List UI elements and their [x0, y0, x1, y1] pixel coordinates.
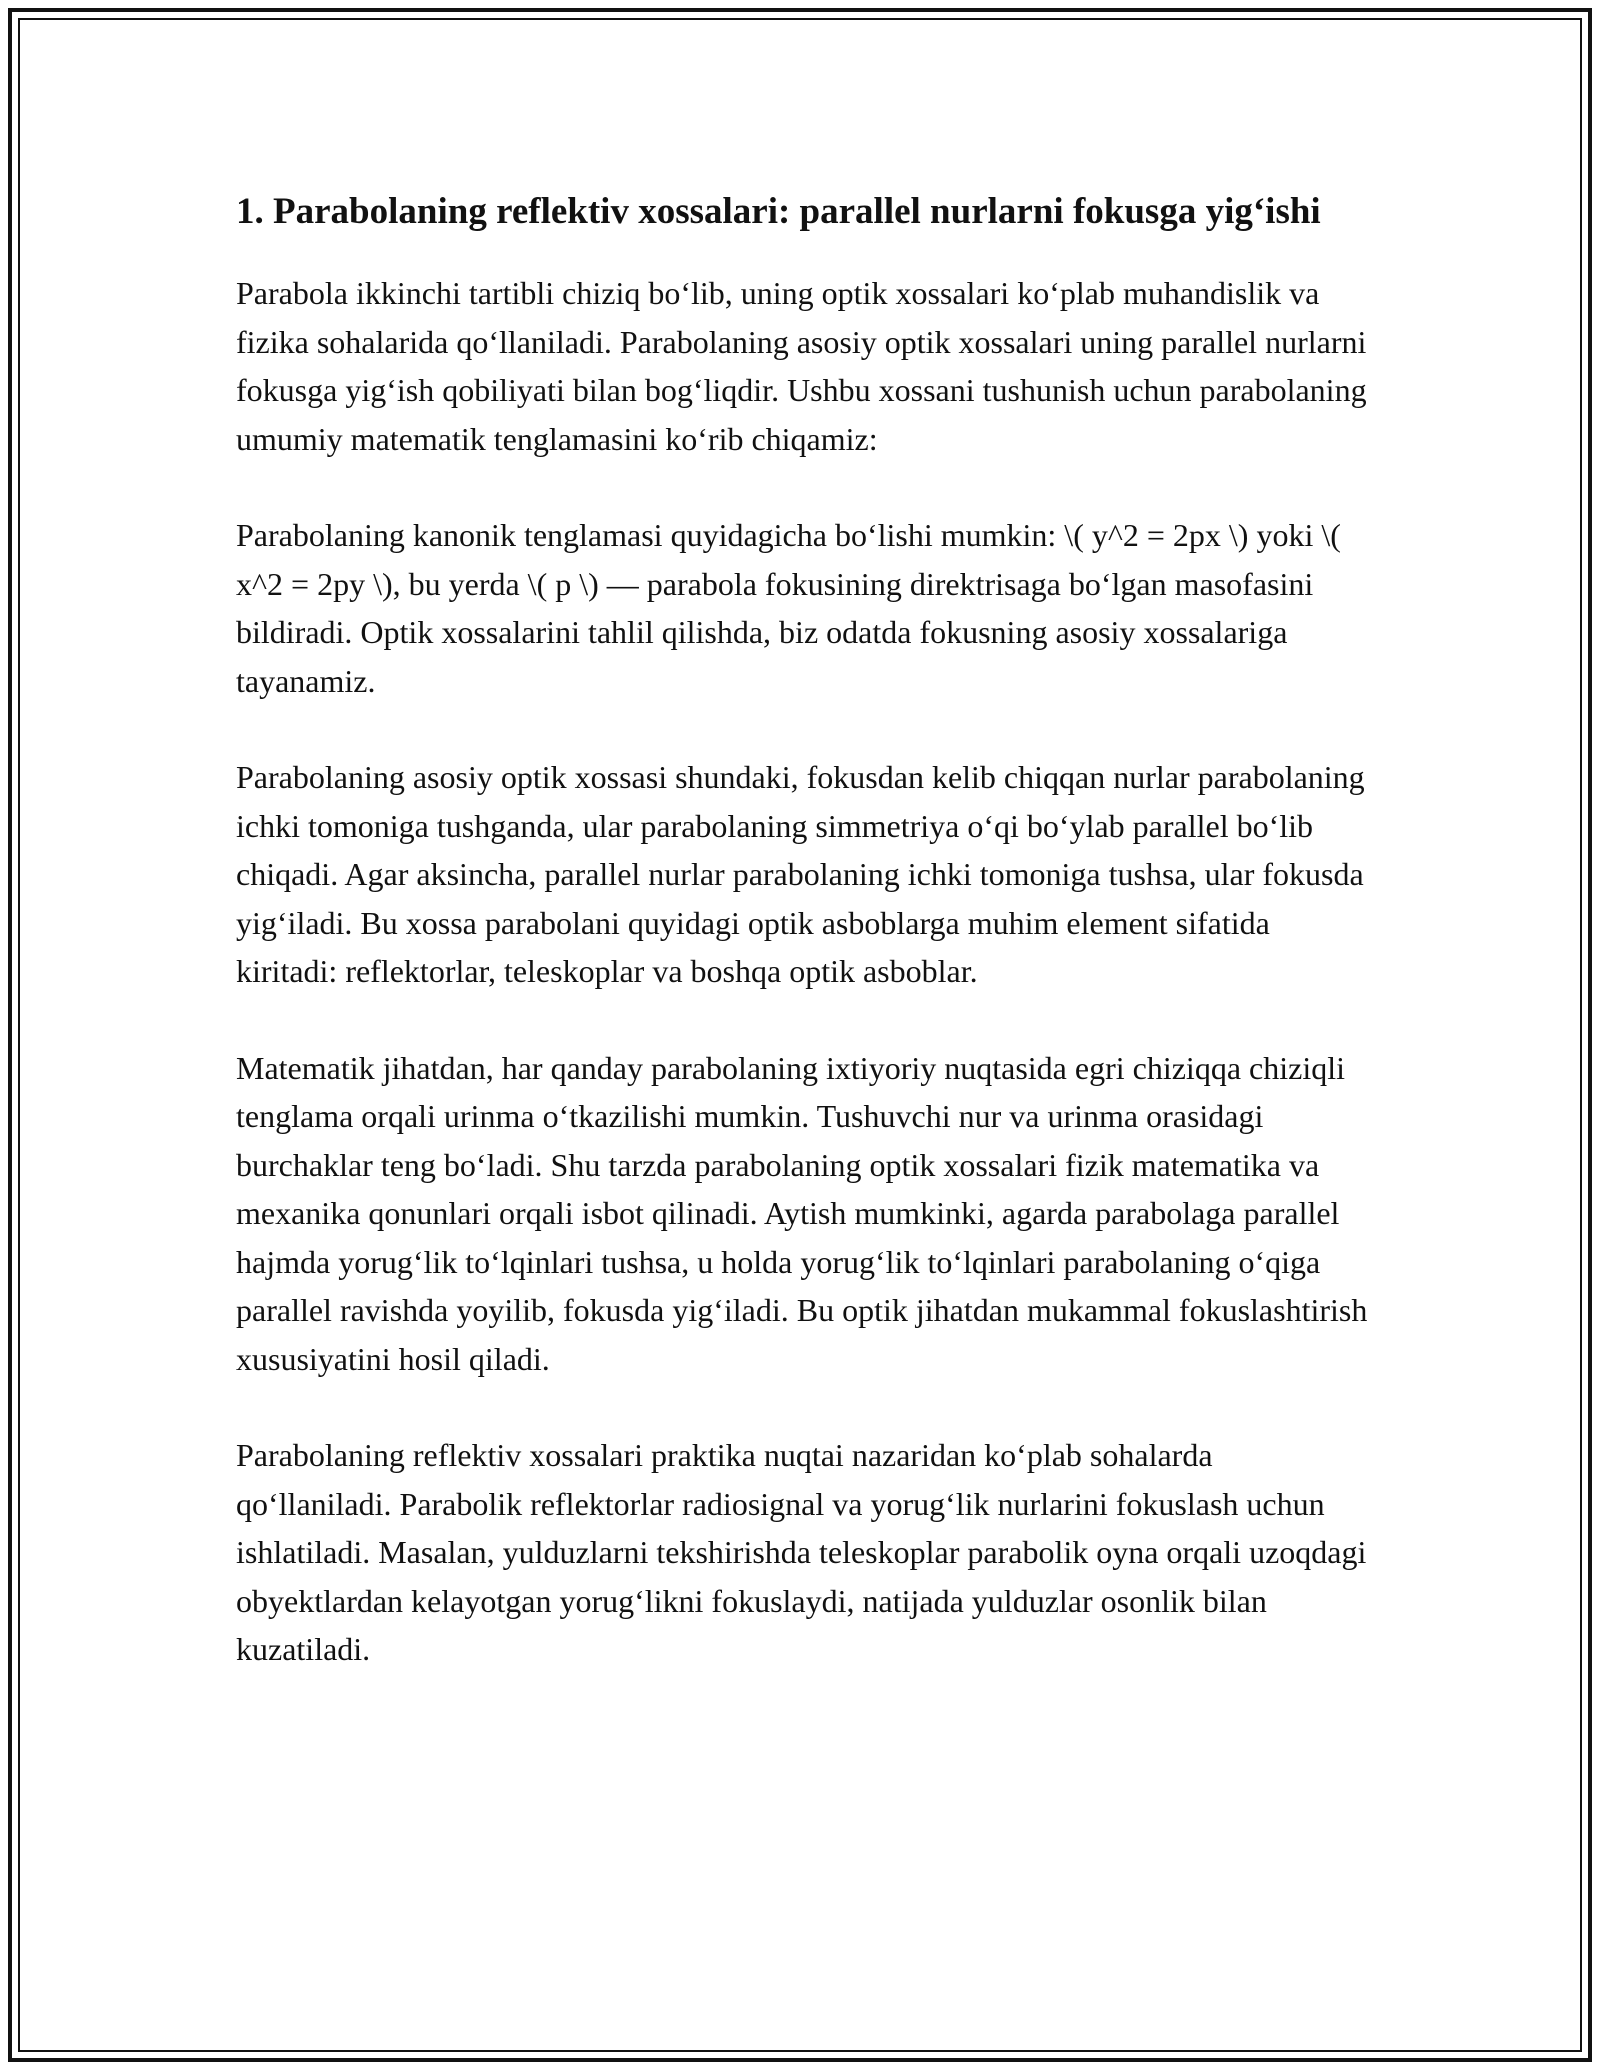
paragraph-mathematical-proof: Matematik jihatdan, har qanday parabolaning ixtiyoriy nuqtasida egri chiziqqa chiziqli tenglama orqali urinma o‘tkazilishi mumkin. Tushuvchi nur va urinma orasidagi burchaklar teng bo‘ladi. Shu tarzda parabolaning optik xossalari fizik matematika va mexanika qonunlari orqali isbot qilinadi. Aytish mumkinki, agarda parabolaga parallel hajmda yorug‘lik to‘lqinlari tushsa, u holda yorug‘lik to‘lqinlari parabolaning o‘qiga parallel ravishda yoyilib, fokusda yig‘iladi. Bu optik jihatdan mukammal fokuslashtirish xususiyatini hosil qiladi. — [236, 1049, 1368, 1377]
paragraph-canonical-equation: Parabolaning kanonik tenglamasi quyidagicha bo‘lishi mumkin: \( y^2 = 2px \) yoki \( x^2 = 2py \), bu yerda \( p \) — parabola fokusining direktrisaga bo‘lgan masofasini bildiradi. Optik xossalarini tahlil qilishda, biz odatda fokusning asosiy xossalariga tayanamiz. — [236, 517, 1341, 699]
paragraph-applications: Parabolaning reflektiv xossalari praktika nuqtai nazaridan ko‘plab sohalarda qo‘llaniladi. Parabolik reflektorlar radiosignal va yorug‘lik nurlarini fokuslash uchun ishlatiladi. Masalan, yulduzlarni tekshirishda teleskoplar parabolik oyna orqali uzoqdagi obyektlardan kelayotgan yorug‘likni fokuslaydi, natijada yulduzlar osonlik bilan kuzatiladi. — [236, 1437, 1367, 1667]
paragraph-intro: Parabola ikkinchi tartibli chiziq bo‘lib, uning optik xossalari ko‘plab muhandislik va fizika sohalarida qo‘llaniladi. Parabolaning asosiy optik xossalari uning parallel nurlarni fokusga yig‘ish qobiliyati bilan bog‘liqdir. Ushbu xossani tushunish uchun parabolaning umumiy matematik tenglamasini ko‘rib chiqamiz: — [236, 275, 1367, 457]
document-body — [236, 185, 1376, 1722]
section-heading: 1. Parabolaning reflektiv xossalari: parallel nurlarni fokusga yig‘ishi — [236, 191, 1321, 232]
paragraph-optical-property: Parabolaning asosiy optik xossasi shundaki, fokusdan kelib chiqqan nurlar parabolaning ichki tomoniga tushganda, ular parabolaning simmetriya o‘qi bo‘ylab parallel bo‘lib chiqadi. Agar aksincha, parallel nurlar parabolaning ichki tomoniga tushsa, ular fokusda yig‘iladi. Bu xossa parabolani quyidagi optik asboblarga muhim element sifatida kiritadi: reflektorlar, teleskoplar va boshqa optik asboblar. — [236, 759, 1365, 989]
